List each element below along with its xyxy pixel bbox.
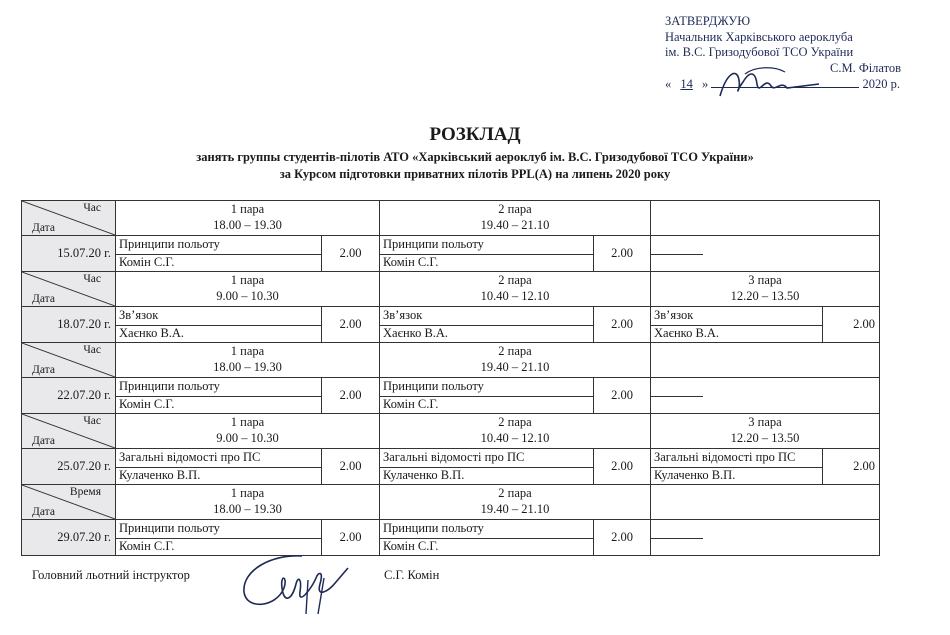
pair-header-3-empty [650,200,880,236]
lesson-cell [115,235,322,272]
pair-header-1: 1 пара 9.00 – 10.30 [115,413,380,449]
lesson-instructor: Комін С.Г. [119,539,175,553]
header-corner-cell: Час Дата [21,200,116,236]
lesson-hours: 2.00 [593,519,651,556]
lesson-instructor: Кулаченко В.П. [119,468,201,482]
lesson-cell [379,377,594,414]
lesson-subject: Зв’язок [119,308,159,322]
lesson-subject: Принципи польоту [383,379,484,393]
header-corner-cell: Час Дата [21,342,116,378]
lesson-cell [379,519,594,556]
lesson-subject: Зв’язок [383,308,423,322]
lesson-hours: 2.00 [321,448,380,485]
approval-heading: ЗАТВЕРДЖУЮ [665,14,751,28]
lesson-subject: Принципи польоту [119,521,220,535]
pair-header-3-empty [650,342,880,378]
header-corner-cell: Час Дата [21,413,116,449]
document-title: РОЗКЛАД [429,124,521,145]
lesson-cell-empty [650,377,880,414]
lesson-cell [379,448,594,485]
lesson-instructor: Хаєнко В.А. [654,326,720,340]
pair-header-3-empty [650,484,880,520]
footer-role: Головний льотний інструктор [32,568,190,582]
pair-header-2: 2 пара 19.40 – 21.10 [379,200,651,236]
pair-header-1: 1 пара 9.00 – 10.30 [115,271,380,307]
lesson-hours: 2.00 [822,448,880,485]
lesson-instructor: Комін С.Г. [119,255,175,269]
approval-organization: ім. В.С. Гризодубової ТСО України [665,45,854,59]
lesson-cell [115,377,322,414]
lesson-subject: Загальні відомості про ПС [119,450,261,464]
row-date: 18.07.20 г. [21,306,116,343]
header-corner-cell: Время Дата [21,484,116,520]
lesson-cell-empty [650,519,880,556]
lesson-instructor: Хаєнко В.А. [383,326,449,340]
approval-date-year: 2020 р. [862,77,900,91]
approval-position: Начальник Харківського аероклуба [665,29,853,44]
lesson-hours: 2.00 [593,235,651,272]
row-date: 22.07.20 г. [21,377,116,414]
footer-name: С.Г. Комін [384,568,440,582]
lesson-hours: 2.00 [593,448,651,485]
approval-date: « 14 » 2020 р. [665,77,900,91]
lesson-cell [115,448,322,485]
lesson-instructor: Комін С.Г. [119,397,175,411]
lesson-subject: Принципи польоту [383,237,484,251]
schedule-table [21,200,880,559]
lesson-subject: Принципи польоту [119,379,220,393]
lesson-subject: Загальні відомості про ПС [383,450,525,464]
approval-signer: С.М. Філатов [830,60,902,75]
lesson-hours: 2.00 [593,377,651,414]
lesson-instructor: Кулаченко В.П. [654,468,736,482]
director-signature-icon [715,62,825,102]
lesson-instructor: Хаєнко В.А. [119,326,185,340]
pair-header-1: 1 пара 18.00 – 19.30 [115,200,380,236]
lesson-hours: 2.00 [321,306,380,343]
lesson-hours: 2.00 [321,235,380,272]
pair-header-2: 2 пара 19.40 – 21.10 [379,484,651,520]
lesson-subject: Зв’язок [654,308,694,322]
lesson-instructor: Комін С.Г. [383,397,439,411]
lesson-hours: 2.00 [822,306,880,343]
pair-header-3: 3 пара 12.20 – 13.50 [650,271,880,307]
row-date: 15.07.20 г. [21,235,116,272]
lesson-subject: Принципи польоту [119,237,220,251]
lesson-instructor: Комін С.Г. [383,539,439,553]
row-date: 29.07.20 г. [21,519,116,556]
pair-header-3: 3 пара 12.20 – 13.50 [650,413,880,449]
lesson-cell [379,306,594,343]
lesson-hours: 2.00 [321,519,380,556]
approval-date-day: 14 [680,77,693,91]
pair-header-1: 1 пара 18.00 – 19.30 [115,342,380,378]
document-course-line: за Курсом підготовки приватних пілотів PPL(A) на липень 2020 року [279,167,671,181]
pair-header-2: 2 пара 19.40 – 21.10 [379,342,651,378]
lesson-cell [115,306,322,343]
lesson-cell [379,235,594,272]
pair-header-1: 1 пара 18.00 – 19.30 [115,484,380,520]
lesson-instructor: Кулаченко В.П. [383,468,465,482]
lesson-subject: Загальні відомості про ПС [654,450,796,464]
lesson-hours: 2.00 [593,306,651,343]
lesson-hours: 2.00 [321,377,380,414]
instructor-signature-icon [232,548,362,618]
lesson-instructor: Комін С.Г. [383,255,439,269]
row-date: 25.07.20 г. [21,448,116,485]
lesson-subject: Принципи польоту [383,521,484,535]
header-corner-cell: Час Дата [21,271,116,307]
document-subtitle: занять группы студентів-пілотів АТО «Харківський аероклуб ім. В.С. Гризодубової ТСО України» [196,150,754,164]
pair-header-2: 2 пара 10.40 – 12.10 [379,271,651,307]
pair-header-2: 2 пара 10.40 – 12.10 [379,413,651,449]
lesson-cell-empty [650,235,880,272]
